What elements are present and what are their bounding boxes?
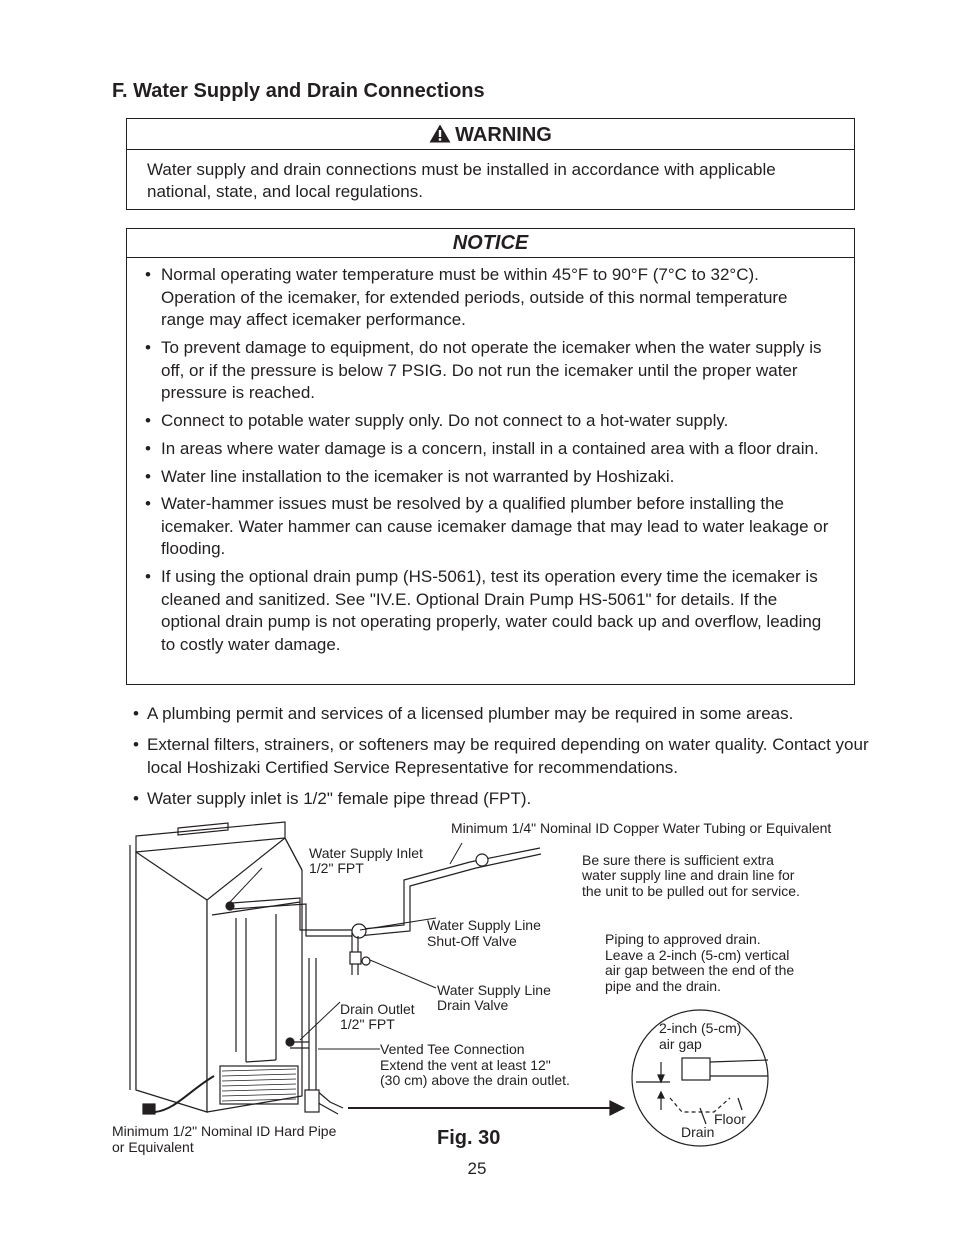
label-approved-drain: Leave a 2-inch (5-cm) vertical [605, 947, 790, 963]
notice-item: • If using the optional drain pump (HS-5061), test its operation every time the icemaker is cleaned and sanitized. See "IV.E. Optional Drain Pump HS-5061" for details. If the optional drain pump is not operating properly, water could back up and overflow, leading to costly water damage. [145, 566, 834, 656]
warning-text: Water supply and drain connections must be installed in accordance with applicable national, state, and local regulations. [147, 160, 776, 201]
icemaker-unit [130, 822, 302, 1114]
section-title: F. Water Supply and Drain Connections [112, 80, 485, 102]
label-drain-valve: Drain Valve [437, 997, 509, 1013]
label-shutoff-valve: Water Supply Line [427, 917, 541, 933]
label-approved-drain: air gap between the end of the [605, 962, 795, 978]
label-approved-drain: Piping to approved drain. [605, 931, 761, 947]
label-extra-line: water supply line and drain line for [582, 867, 795, 883]
label-approved-drain: pipe and the drain. [605, 978, 721, 994]
notice-item: • Normal operating water temperature must be within 45°F to 90°F (7°C to 32°C). Operation of the icemaker, for extended periods, outside of this normal temperature range may affect icemaker performance. [145, 264, 834, 332]
label-vented-tee: (30 cm) above the drain outlet. [380, 1072, 570, 1088]
label-floor: Floor [714, 1111, 746, 1127]
label-vented-tee: Vented Tee Connection [380, 1041, 525, 1057]
label-extra-line: Be sure there is sufficient extra [582, 852, 774, 868]
notice-item: • To prevent damage to equipment, do not operate the icemaker when the water supply is off, or if the pressure is below 7 PSIG. Do not run the icemaker until the proper water pressure is reached. [145, 337, 834, 405]
label-hard-pipe: or Equivalent [112, 1139, 194, 1155]
requirement-item: • Water supply inlet is 1/2" female pipe thread (FPT). [133, 788, 893, 810]
notice-item: • Connect to potable water supply only. Do not connect to a hot-water supply. [145, 410, 834, 433]
label-drain-outlet-size: 1/2" FPT [340, 1016, 395, 1032]
requirement-item: • A plumbing permit and services of a licensed plumber may be required in some areas. [133, 703, 893, 725]
requirement-item: • External filters, strainers, or softeners may be required depending on water quality. Contact your local Hoshizaki Certified Service Representative for recommendations. [133, 734, 893, 779]
notice-item: • In areas where water damage is a concern, install in a contained area with a floor drain. [145, 438, 834, 461]
label-shutoff-valve: Shut-Off Valve [427, 933, 517, 949]
label-vented-tee: Extend the vent at least 12" [380, 1057, 551, 1073]
label-hard-pipe: Minimum 1/2" Nominal ID Hard Pipe [112, 1123, 337, 1139]
label-air-gap: 2-inch (5-cm) [659, 1020, 742, 1036]
figure-caption: Fig. 30 [437, 1127, 501, 1149]
label-drain-outlet: Drain Outlet [340, 1001, 415, 1017]
notice-item: • Water-hammer issues must be resolved by a qualified plumber before installing the icemaker. Water hammer can cause icemaker damage that may lead to water leakage or flooding. [145, 493, 834, 561]
page-number: 25 [467, 1159, 487, 1178]
label-copper-tubing: Minimum 1/4" Nominal ID Copper Water Tubing or Equivalent [451, 820, 832, 836]
label-extra-line: the unit to be pulled out for service. [582, 883, 800, 899]
warning-title: WARNING [455, 124, 552, 146]
notice-title: NOTICE [127, 229, 854, 258]
label-drain-valve: Water Supply Line [437, 982, 551, 998]
label-air-gap: air gap [659, 1036, 702, 1052]
label-drain: Drain [681, 1124, 715, 1140]
label-inlet-size: 1/2" FPT [309, 860, 364, 876]
notice-item: • Water line installation to the icemaker is not warranted by Hoshizaki. [145, 466, 834, 489]
label-inlet: Water Supply Inlet [309, 845, 423, 861]
